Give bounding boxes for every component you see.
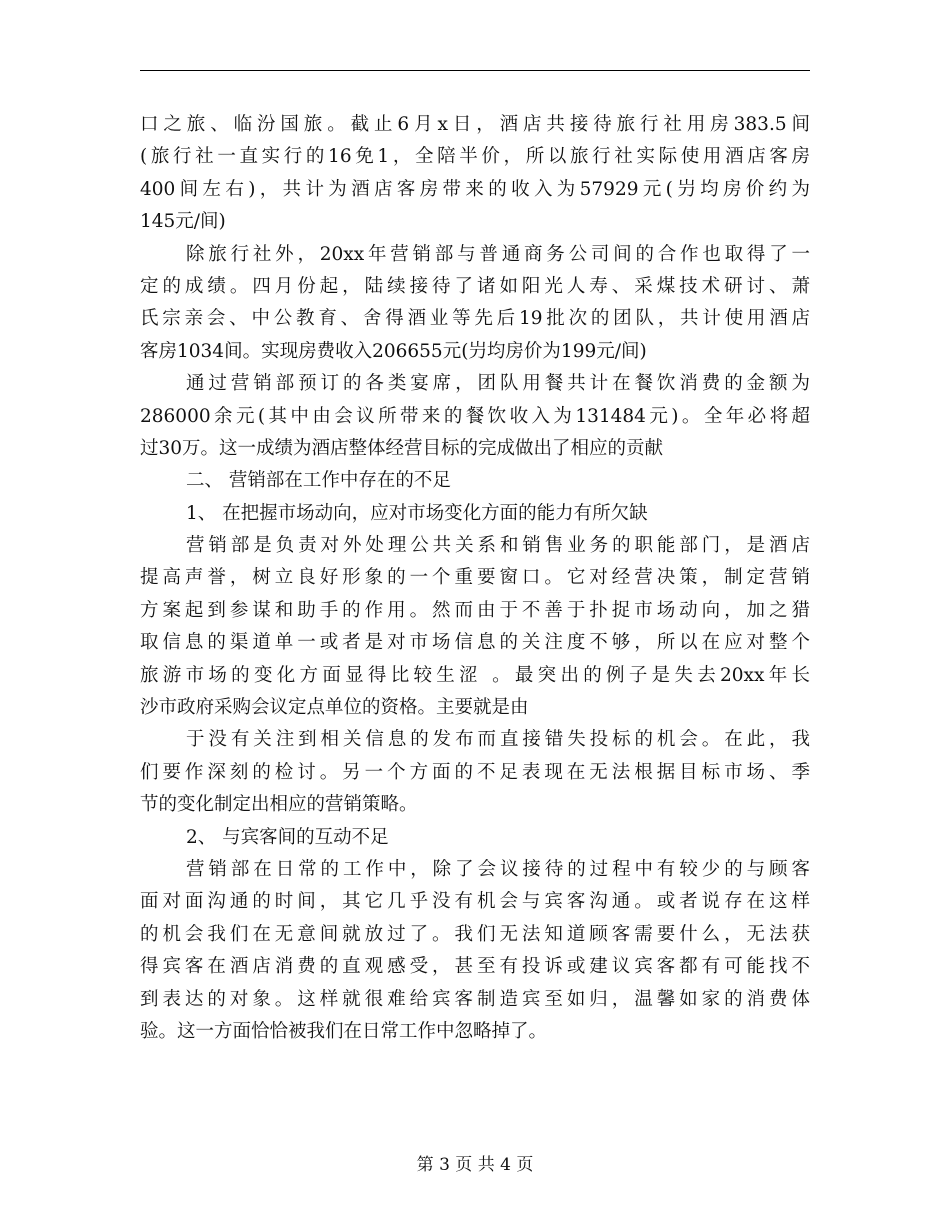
header-rule: [140, 70, 810, 71]
body-line: 旅游市场的变化方面显得比较生涩 。最突出的例子是失去20xx年长: [140, 664, 810, 686]
body-line: 286000余元(其中由会议所带来的餐饮收入为131484元)。全年必将超: [140, 405, 810, 427]
body-line: 们要作深刻的检讨。另一个方面的不足表现在无法根据目标市场、季: [140, 761, 810, 783]
paragraph-start-line: 营销部是负责对外处理公共关系和销售业务的职能部门，是酒店: [186, 535, 810, 557]
body-line: 到表达的对象。这样就很难给宾客制造宾至如归，温馨如家的消费体: [140, 988, 810, 1010]
body-line: 取信息的渠道单一或者是对市场信息的关注度不够，所以在应对整个: [140, 632, 810, 654]
body-line: 沙市政府采购会议定点单位的资格。主要就是由: [140, 697, 529, 719]
body-line: 节的变化制定出相应的营销策略。: [140, 794, 418, 816]
subsection-heading: 2、 与宾客间的互动不足: [186, 826, 389, 848]
body-line: 400间左右)，共计为酒店客房带来的收入为57929元(屶均房价约为: [140, 178, 810, 200]
body-line: 方案起到参谋和助手的作用。然而由于不善于扑捉市场动向，加之猎: [140, 599, 810, 621]
body-line: 氏宗亲会、中公教育、舍得酒业等先后19批次的团队，共计使用酒店: [140, 308, 810, 330]
body-line: 口之旅、临汾国旅。截止6月x日，酒店共接待旅行社用房383.5间: [140, 114, 810, 135]
paragraph-start-line: 除旅行社外，20xx年营销部与普通商务公司间的合作也取得了一: [186, 243, 810, 265]
body-line: 145元/间): [140, 211, 226, 233]
paragraph-start-line: 于没有关注到相关信息的发布而直接错失投标的机会。在此，我: [186, 729, 810, 751]
body-line: 过30万。这一成绩为酒店整体经营目标的完成做出了相应的贡献: [140, 437, 664, 459]
body-line: 得宾客在酒店消费的直观感受，甚至有投诉或建议宾客都有可能找不: [140, 956, 810, 978]
body-line: 验。这一方面恰恰被我们在日常工作中忽略掉了。: [140, 1020, 548, 1042]
paragraph-start-line: 营销部在日常的工作中，除了会议接待的过程中有较少的与顾客: [186, 858, 810, 880]
body-line: 提高声誉，树立良好形象的一个重要窗口。它对经营决策，制定营销: [140, 567, 810, 589]
body-line: 客房1034间。实现房费收入206655元(屶均房价为199元/间): [140, 340, 647, 362]
paragraph-start-line: 通过营销部预订的各类宴席，团队用餐共计在餐饮消费的金额为: [186, 373, 810, 395]
body-line: 面对面沟通的时间，其它几乎没有机会与宾客沟通。或者说存在这样: [140, 891, 810, 913]
body-line: (旅行社一直实行的16免1，全陪半价，所以旅行社实际使用酒店客房: [140, 146, 810, 168]
document-body: [140, 109, 810, 1048]
body-line: 的机会我们在无意间就放过了。我们无法知道顾客需要什么，无法获: [140, 923, 810, 945]
section-heading: 二、 营销部在工作中存在的不足: [186, 470, 451, 492]
body-line: 定的成绩。四月份起，陆续接待了诸如阳光人寿、采煤技术研讨、萧: [140, 275, 810, 297]
page-footer: 第 3 页 共 4 页: [416, 1155, 534, 1175]
subsection-heading: 1、 在把握市场动向，应对市场变化方面的能力有所欠缺: [186, 502, 648, 524]
